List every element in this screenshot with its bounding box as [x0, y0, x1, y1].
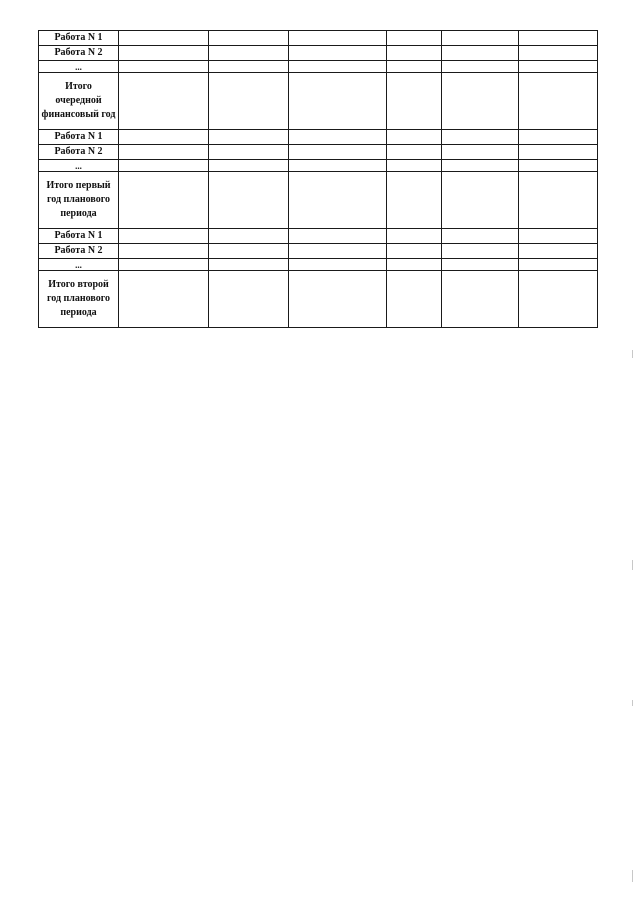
empty-cell — [209, 145, 289, 160]
empty-cell — [289, 259, 387, 271]
empty-cell — [119, 46, 209, 61]
empty-cell — [119, 145, 209, 160]
table-body — [39, 31, 598, 328]
empty-cell — [442, 130, 519, 145]
empty-cell — [119, 244, 209, 259]
empty-cell — [519, 31, 598, 46]
empty-cell — [387, 244, 442, 259]
empty-cell — [387, 31, 442, 46]
empty-cell — [289, 46, 387, 61]
empty-cell — [209, 172, 289, 229]
empty-cell — [519, 259, 598, 271]
row-label: Работа N 2 — [39, 145, 119, 160]
empty-cell — [209, 271, 289, 328]
empty-cell — [442, 73, 519, 130]
empty-cell — [387, 73, 442, 130]
empty-cell — [289, 130, 387, 145]
scan-edge-mark — [632, 870, 633, 882]
empty-cell — [209, 160, 289, 172]
row-label: Итого очередной финансовый год — [39, 73, 119, 130]
table-row — [39, 73, 598, 130]
empty-cell — [442, 229, 519, 244]
empty-cell — [289, 172, 387, 229]
empty-cell — [119, 130, 209, 145]
empty-cell — [209, 73, 289, 130]
scan-edge-mark — [632, 350, 633, 358]
row-label: ... — [39, 61, 119, 73]
empty-cell — [209, 46, 289, 61]
empty-cell — [119, 31, 209, 46]
table-row — [39, 259, 598, 271]
empty-cell — [119, 160, 209, 172]
empty-cell — [209, 229, 289, 244]
row-label: Работа N 1 — [39, 31, 119, 46]
empty-cell — [289, 160, 387, 172]
empty-cell — [442, 160, 519, 172]
empty-cell — [387, 130, 442, 145]
empty-cell — [387, 172, 442, 229]
empty-cell — [119, 271, 209, 328]
row-label: Работа N 1 — [39, 130, 119, 145]
empty-cell — [387, 145, 442, 160]
empty-cell — [519, 172, 598, 229]
empty-cell — [519, 160, 598, 172]
empty-cell — [209, 259, 289, 271]
empty-cell — [289, 31, 387, 46]
empty-cell — [442, 61, 519, 73]
scan-edge-mark — [632, 560, 633, 570]
row-label: Работа N 2 — [39, 46, 119, 61]
empty-cell — [289, 61, 387, 73]
empty-cell — [119, 172, 209, 229]
empty-cell — [519, 271, 598, 328]
row-label: Итого второй год планового периода — [39, 271, 119, 328]
empty-cell — [289, 271, 387, 328]
empty-cell — [442, 259, 519, 271]
table-row — [39, 31, 598, 46]
empty-cell — [387, 229, 442, 244]
empty-cell — [119, 259, 209, 271]
empty-cell — [387, 259, 442, 271]
empty-cell — [289, 73, 387, 130]
row-label: ... — [39, 259, 119, 271]
empty-cell — [289, 145, 387, 160]
empty-cell — [442, 31, 519, 46]
empty-cell — [387, 61, 442, 73]
table-row — [39, 160, 598, 172]
table-row — [39, 46, 598, 61]
empty-cell — [519, 145, 598, 160]
row-label: ... — [39, 160, 119, 172]
empty-cell — [519, 46, 598, 61]
table-row — [39, 130, 598, 145]
empty-cell — [442, 244, 519, 259]
empty-cell — [119, 61, 209, 73]
empty-cell — [209, 244, 289, 259]
table-row — [39, 229, 598, 244]
table-row — [39, 145, 598, 160]
scan-edge-mark — [632, 700, 633, 706]
empty-cell — [119, 73, 209, 130]
empty-cell — [387, 271, 442, 328]
table-row — [39, 271, 598, 328]
empty-cell — [519, 229, 598, 244]
row-label: Работа N 2 — [39, 244, 119, 259]
empty-cell — [442, 271, 519, 328]
empty-cell — [519, 244, 598, 259]
budget-table — [38, 30, 598, 328]
row-label: Итого первый год планового периода — [39, 172, 119, 229]
empty-cell — [442, 172, 519, 229]
empty-cell — [289, 229, 387, 244]
empty-cell — [519, 130, 598, 145]
empty-cell — [209, 61, 289, 73]
empty-cell — [387, 46, 442, 61]
empty-cell — [289, 244, 387, 259]
empty-cell — [119, 229, 209, 244]
empty-cell — [387, 160, 442, 172]
empty-cell — [519, 61, 598, 73]
empty-cell — [209, 130, 289, 145]
table-row — [39, 172, 598, 229]
empty-cell — [442, 46, 519, 61]
row-label: Работа N 1 — [39, 229, 119, 244]
table-row — [39, 244, 598, 259]
empty-cell — [442, 145, 519, 160]
empty-cell — [519, 73, 598, 130]
empty-cell — [209, 31, 289, 46]
table-row — [39, 61, 598, 73]
